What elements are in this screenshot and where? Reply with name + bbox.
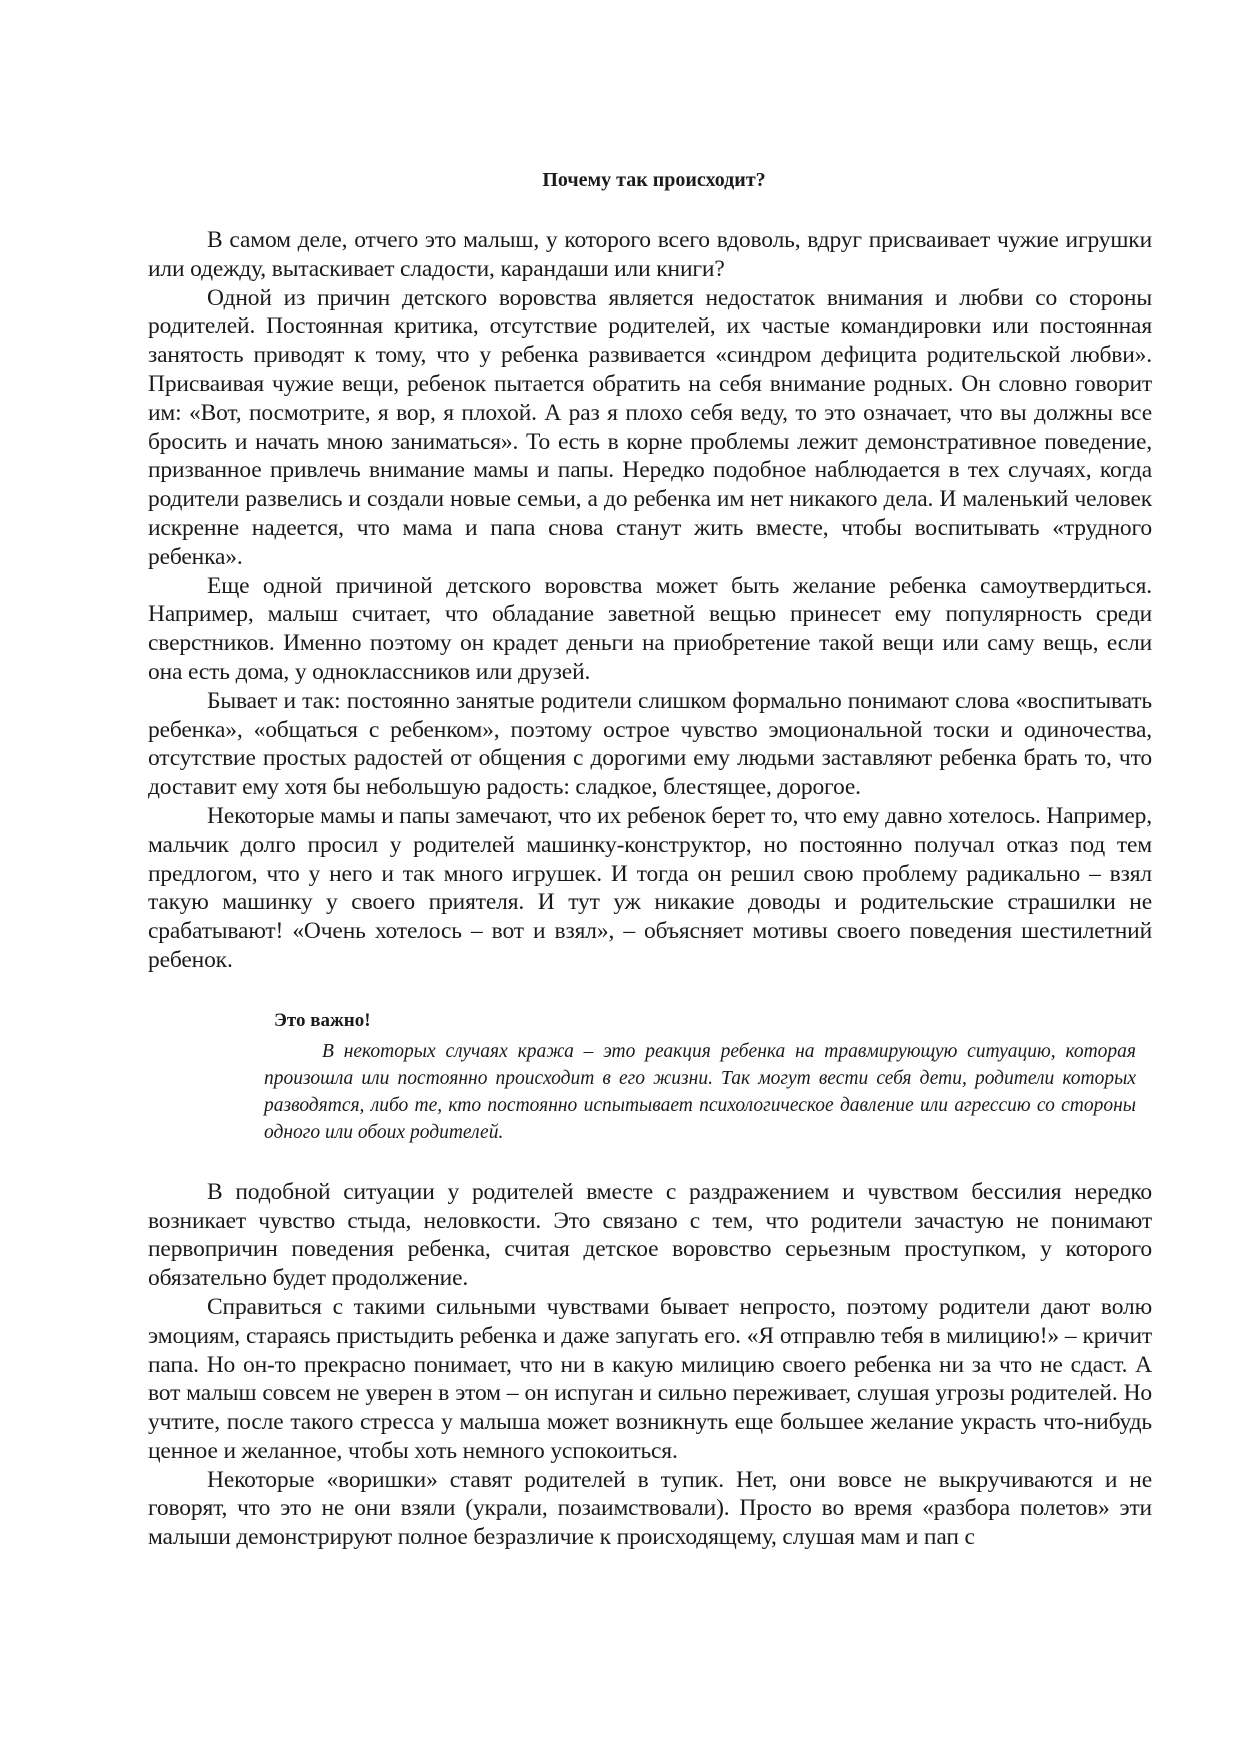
important-note-text: В некоторых случаях кража – это реакция ребенка на травмирующую ситуацию, которая произошла или постоянно происходит в его жизни. Так могут вести себя дети, родители которых разводятся, либо те, кто постоянно испытывает психологическое давление или агрессию со стороны одного или обоих родителей.: [264, 1040, 1136, 1143]
document-page: [148, 168, 1152, 1552]
paragraph: Справиться с такими сильными чувствами бывает непросто, поэтому родители дают волю эмоциям, стараясь пристыдить ребенка и даже запугать его. «Я отправлю тебя в милицию!» – кричит папа. Но он-то прекрасно понимает, что ни в какую милицию своего ребенка ни за что не сдаст. А вот малыш совсем не уверен в этом – он испуган и сильно переживает, слушая угрозы родителей. Но учтите, после такого стресса у малыша может возникнуть еще большее желание украсть что-нибудь ценное и желанное, чтобы хоть немного успокоиться.: [148, 1293, 1152, 1464]
paragraph: Одной из причин детского воровства является недостаток внимания и любви со стороны родителей. Постоянная критика, отсутствие родителей, их частые командировки или постоянная занятость приводят к тому, что у ребенка развивается «синдром дефицита родительской любви». Присваивая чужие вещи, ребенок пытается обратить на себя внимание родных. Он словно говорит им: «Вот, посмотрите, я вор, я плохой. А раз я плохо себя веду, то это означает, что вы должны все бросить и начать мною заниматься». То есть в корне проблемы лежит демонстративное поведение, призванное привлечь внимание мамы и папы. Нередко подобное наблюдается в тех случаях, когда родители развелись и создали новые семьи, а до ребенка им нет никакого дела. И маленький человек искренне надеется, что мама и папа снова станут жить вместе, чтобы воспитывать «трудного ребенка».: [148, 284, 1152, 570]
important-note-title: Это важно!: [274, 1009, 371, 1031]
paragraph: Некоторые «воришки» ставят родителей в тупик. Нет, они вовсе не выкручиваются и не говорят, что это не они взяли (украли, позаимствовали). Просто во время «разбора полетов» эти малыши демонстрируют полное безразличие к происходящему, слушая мам и пап с: [148, 1466, 1152, 1551]
continued-text: [148, 1178, 1152, 1552]
paragraph: В самом деле, отчего это малыш, у которого всего вдоволь, вдруг присваивает чужие игрушки или одежду, вытаскивает сладости, карандаши или книги?: [148, 227, 1152, 282]
page-title: Почему так происходит?: [542, 169, 766, 191]
important-note: [148, 1009, 1152, 1146]
paragraph: Некоторые мамы и папы замечают, что их ребенок берет то, что ему давно хотелось. Например, мальчик долго просил у родителей машинку-конструктор, но постоянно получал отказ под тем предлогом, что у него и так много игрушек. И тогда он решил свою проблему радикально – взял такую машинку у своего приятеля. И тут уж никакие доводы и родительские страшилки не срабатывают! «Очень хотелось – вот и взял», – объясняет мотивы своего поведения шестилетний ребенок.: [148, 802, 1152, 973]
paragraph: В подобной ситуации у родителей вместе с раздражением и чувством бессилия нередко возникает чувство стыда, неловкости. Это связано с тем, что родители зачастую не понимают первопричин поведения ребенка, считая детское воровство серьезным проступком, у которого обязательно будет продолжение.: [148, 1178, 1152, 1292]
paragraph: Бывает и так: постоянно занятые родители слишком формально понимают слова «воспитывать ребенка», «общаться с ребенком», поэтому острое чувство эмоциональной тоски и одиночества, отсутствие простых радостей от общения с дорогими ему людьми заставляют ребенка брать то, что доставит ему хотя бы небольшую радость: сладкое, блестящее, дорогое.: [148, 687, 1152, 801]
paragraph: Еще одной причиной детского воровства может быть желание ребенка самоутвердиться. Например, малыш считает, что обладание заветной вещью принесет ему популярность среди сверстников. Именно поэтому он крадет деньги на приобретение такой вещи или саму вещь, если она есть дома, у одноклассников или друзей.: [148, 572, 1152, 685]
